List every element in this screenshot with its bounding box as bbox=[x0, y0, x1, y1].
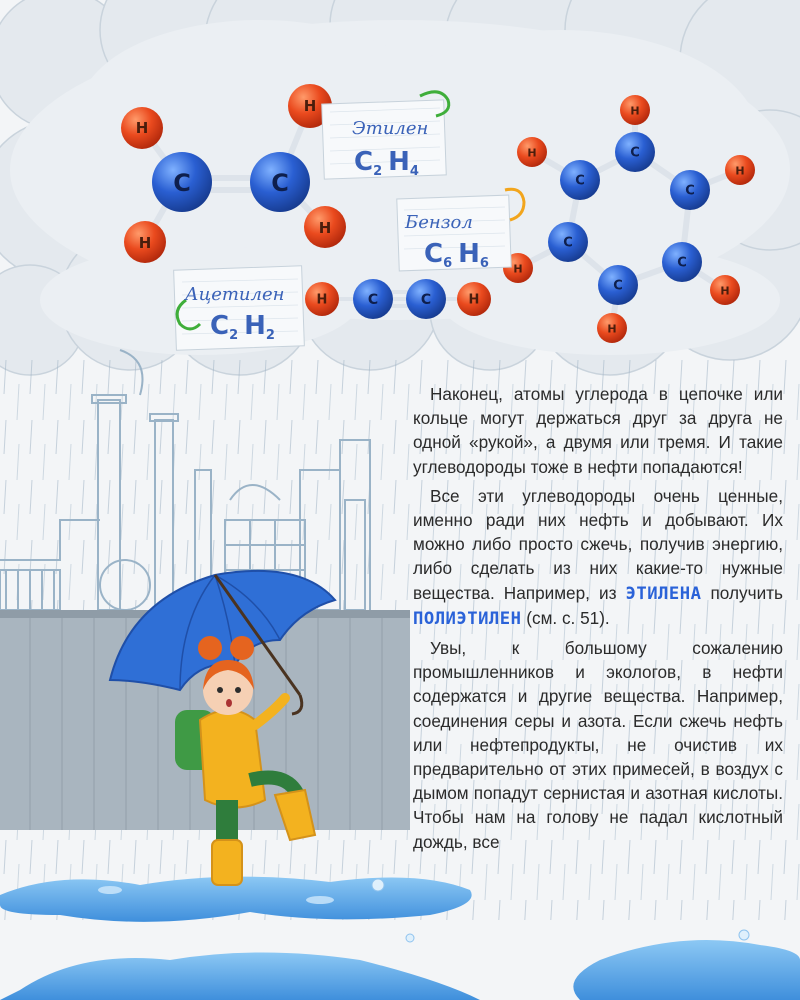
svg-text:H: H bbox=[720, 284, 730, 298]
ethylene-label-card bbox=[322, 92, 449, 179]
paragraph: Наконец, атомы углерода в цепочке или кольце могут держаться друг за друга не одной «рукой», а двумя или тремя. И такие углеводороды тоже в нефти попадаются! bbox=[413, 384, 783, 477]
atom-carbon bbox=[560, 160, 600, 200]
svg-text:H: H bbox=[135, 119, 149, 137]
paragraph: Увы, к большому сожалению промышленников и экологов, в нефти содержатся и другие вещества. Например, соединения серы и азота. Если сжечь нефть или нефтепродукты, не очистив их предварительно от этих примесей, в воздух с дымом попадут сернистая и азотная кислоты. Чтобы нам на голову не падал кислотный дождь, все bbox=[413, 638, 783, 852]
benzene-name: Бензол bbox=[405, 212, 473, 233]
svg-text:H: H bbox=[630, 104, 640, 118]
svg-text:H: H bbox=[735, 164, 745, 178]
atom-hydrogen bbox=[457, 282, 491, 316]
atom-carbon bbox=[615, 132, 655, 172]
svg-text:C: C bbox=[630, 145, 640, 161]
acetylene-label-card bbox=[174, 266, 305, 350]
atom-hydrogen bbox=[517, 137, 547, 167]
atom-carbon bbox=[662, 242, 702, 282]
atom-carbon bbox=[152, 152, 212, 212]
term-polyethylene: ПОЛИЭТИЛЕН bbox=[413, 608, 522, 629]
svg-text:C: C bbox=[685, 183, 695, 199]
svg-text:H: H bbox=[607, 322, 617, 336]
svg-text:C: C bbox=[563, 235, 573, 251]
acetylene-name: Ацетилен bbox=[185, 284, 285, 305]
atom-hydrogen bbox=[725, 155, 755, 185]
atom-carbon bbox=[670, 170, 710, 210]
ethylene-name: Этилен bbox=[352, 118, 429, 139]
svg-text:H: H bbox=[513, 262, 523, 276]
svg-text:H: H bbox=[527, 146, 537, 160]
svg-text:H: H bbox=[138, 234, 152, 252]
atom-carbon bbox=[598, 265, 638, 305]
svg-text:C: C bbox=[575, 173, 585, 189]
benzene-label-card bbox=[397, 189, 524, 271]
atom-hydrogen bbox=[620, 95, 650, 125]
atom-hydrogen bbox=[305, 282, 339, 316]
atom-carbon bbox=[250, 152, 310, 212]
atom-hydrogen bbox=[304, 206, 346, 248]
benzene-formula: C6 H6 bbox=[424, 239, 489, 271]
atom-hydrogen bbox=[710, 275, 740, 305]
atom-hydrogen bbox=[597, 313, 627, 343]
svg-text:H: H bbox=[316, 292, 328, 308]
atom-carbon bbox=[548, 222, 588, 262]
paragraph: Все эти углеводороды очень ценные, именно ради них нефть и добывают. Их можно либо просто сжечь, получив энергию, либо сделать из них какие-то нужные вещества. Например, из ЭТИЛЕНА получить ПОЛИЭТИЛЕН (см. с. 51). bbox=[413, 485, 783, 629]
svg-text:H: H bbox=[468, 292, 480, 308]
svg-text:H: H bbox=[318, 219, 332, 237]
svg-text:C: C bbox=[271, 169, 289, 197]
ethylene-formula: C2 H4 bbox=[354, 147, 419, 179]
svg-text:C: C bbox=[677, 255, 687, 271]
svg-text:C: C bbox=[420, 292, 432, 308]
term-ethylene: ЭТИЛЕНА bbox=[625, 583, 702, 604]
body-text bbox=[413, 382, 783, 854]
svg-text:C: C bbox=[613, 278, 623, 294]
svg-text:H: H bbox=[303, 97, 317, 115]
atom-hydrogen bbox=[121, 107, 163, 149]
svg-text:C: C bbox=[173, 169, 191, 197]
svg-text:C: C bbox=[367, 292, 379, 308]
acetylene-formula: C2 H2 bbox=[210, 311, 275, 343]
atom-hydrogen bbox=[124, 221, 166, 263]
atom-carbon bbox=[353, 279, 393, 319]
atom-carbon bbox=[406, 279, 446, 319]
